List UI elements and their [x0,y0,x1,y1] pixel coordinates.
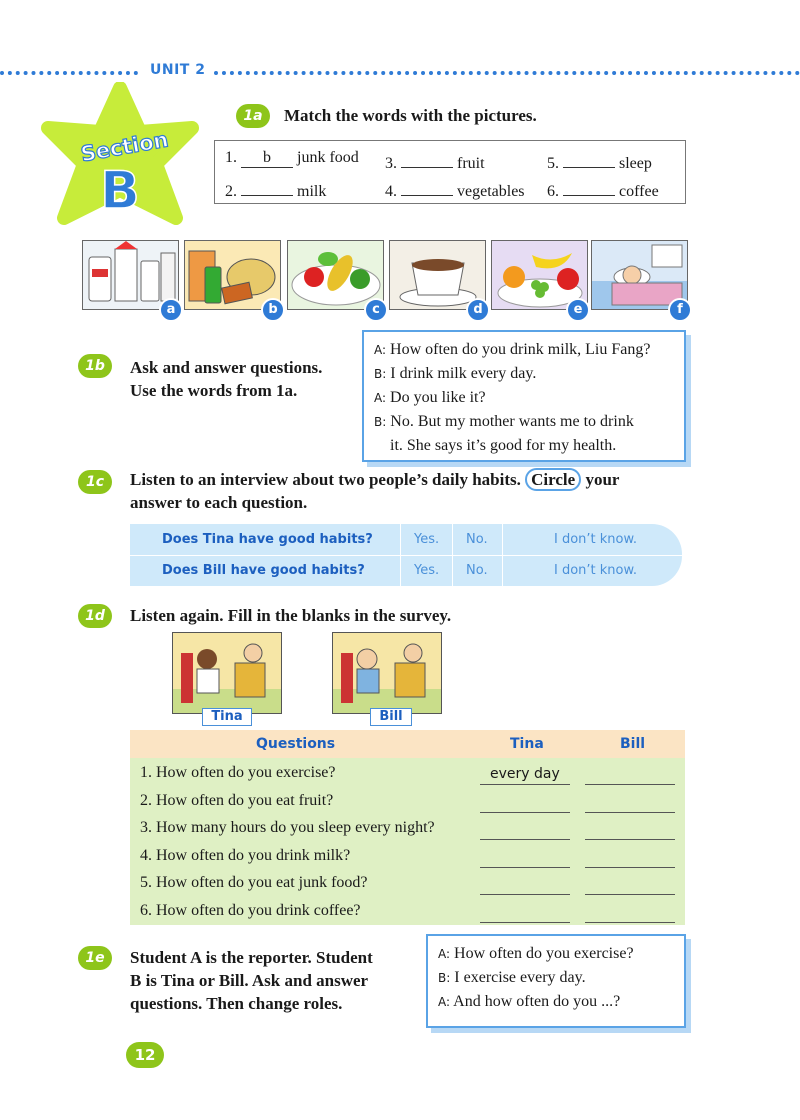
dialog-line: B: I drink milk every day. [374,365,537,382]
survey-question: 5. How often do you eat junk food? [140,874,368,891]
survey-question: 2. How often do you eat fruit? [140,791,334,809]
answer-blank-bill[interactable] [585,794,675,813]
dialog-line: A: Do you like it? [374,389,486,406]
header-questions: Questions [256,736,336,752]
answer-blank-tina[interactable] [480,876,570,895]
caption-tina: Tina [202,708,252,726]
unit-title: UNIT 2 [150,62,206,78]
answer-blank[interactable] [563,149,615,168]
badge-1a: 1a [236,104,270,128]
survey-question: 1. How often do you exercise? [140,764,336,781]
answer-blank-bill[interactable] [585,849,675,868]
interview-bill-icon [333,633,441,713]
instruction-1b: Ask and answer questions. Use the words from 1a. [130,358,323,400]
survey-question: 3. How many hours do you sleep every night? [140,819,435,836]
answer-blank-bill[interactable] [585,876,675,895]
answer-blank-bill[interactable] [585,766,675,785]
survey-table [130,730,685,925]
answer-blank[interactable] [563,177,615,196]
answer-blank[interactable] [241,177,293,196]
answer-blank[interactable]: b [241,149,293,168]
answer-blank-bill[interactable] [585,821,675,840]
dialog-line: A: How often do you drink milk, Liu Fang? [374,341,651,358]
caption-bill: Bill [370,708,412,726]
dialog-1e [426,934,686,1028]
badge-1b: 1b [78,354,112,378]
option-dont-know[interactable]: I don’t know. [554,563,638,578]
survey-question: 4. How often do you drink milk? [140,846,351,864]
instruction-1d: Listen again. Fill in the blanks in the survey. [130,606,452,625]
answer-blank-tina[interactable] [480,766,570,785]
section-star-icon [36,82,204,232]
header-tina: Tina [510,736,544,752]
option-yes[interactable]: Yes. [414,532,440,547]
section-word: Section [78,127,171,167]
option-no[interactable]: No. [466,532,488,547]
option-yes[interactable]: Yes. [414,563,440,578]
interview-tina-icon [173,633,281,713]
option-dont-know[interactable]: I don’t know. [554,532,638,547]
instruction-1a: Match the words with the pictures. [284,106,537,125]
picture-letter-c: c [364,298,388,322]
match-item-5: 5. sleep [547,149,652,173]
section-letter: B [100,161,140,221]
dialog-line: B: I exercise every day. [438,969,586,986]
badge-1c: 1c [78,470,112,494]
answer-blank[interactable] [401,177,453,196]
header-dots-left [0,71,138,75]
instruction-1e: Student A is the reporter. Student B is Tina or Bill. Ask and answer questions. Then change roles. [130,948,373,1013]
match-item-4: 4. vegetables [385,177,525,201]
picture-tina [172,632,282,714]
match-item-1: 1. b junk food [225,149,359,166]
picture-bill [332,632,442,714]
dialog-line: B: No. But my mother wants me to drink [374,413,634,430]
match-item-2: 2. milk [225,177,326,201]
badge-1d: 1d [78,604,112,628]
habits-table [130,524,682,586]
answer-blank-tina[interactable] [480,849,570,868]
answer-blank-tina[interactable] [480,794,570,813]
picture-letter-f: f [668,298,692,322]
survey-header [130,730,685,758]
answer-blank-bill[interactable] [585,904,675,923]
circle-word: Circle [525,468,581,491]
picture-letter-a: a [159,298,183,322]
page-number: 12 [126,1042,164,1068]
picture-letter-d: d [466,298,490,322]
header-dots-right [214,71,800,75]
dialog-line: it. She says it’s good for my health. [390,437,617,454]
option-no[interactable]: No. [466,563,488,578]
answer-blank-tina[interactable] [480,904,570,923]
dialog-line: A: And how often do you ...? [438,993,621,1010]
header-bill: Bill [620,736,646,752]
picture-letter-e: e [566,298,590,322]
table-row: Does Bill have good habits? Yes. No. I don’t know. [130,555,682,586]
dialog-line: A: How often do you exercise? [438,945,634,962]
survey-question: 6. How often do you drink coffee? [140,901,361,919]
badge-1e: 1e [78,946,112,970]
answer-tina: every day [490,766,560,782]
instruction-1c: Listen to an interview about two people’s daily habits. Circle your answer to each question. [130,470,620,512]
match-box [214,140,686,204]
answer-blank[interactable] [401,149,453,168]
dialog-1b [362,330,686,462]
answer-blank-tina[interactable] [480,821,570,840]
table-row: Does Tina have good habits? Yes. No. I don’t know. [130,524,682,555]
match-item-3: 3. fruit [385,149,485,173]
picture-letter-b: b [261,298,285,322]
match-item-6: 6. coffee [547,177,659,201]
